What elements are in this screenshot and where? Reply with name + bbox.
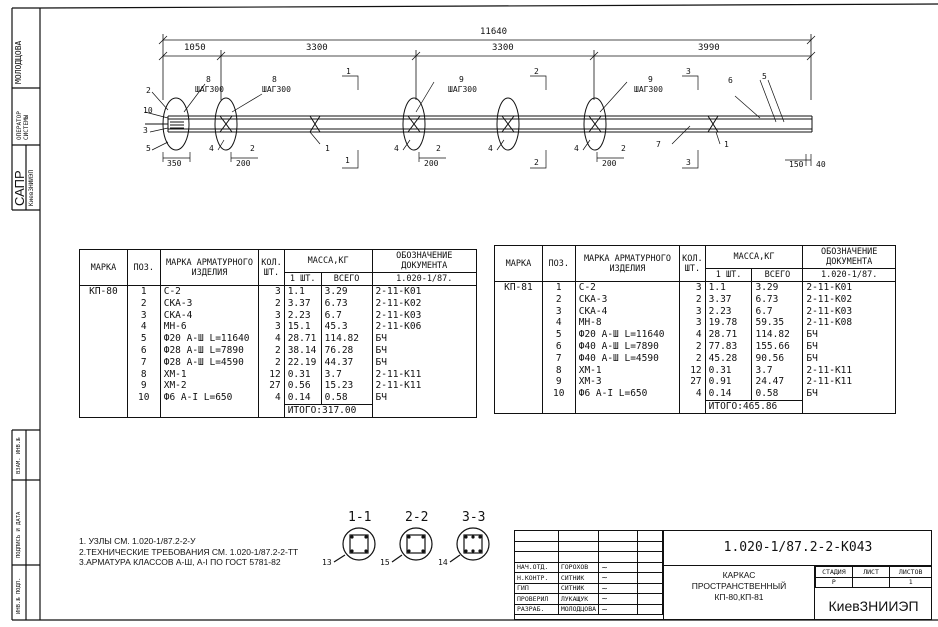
header-item-mark: МАРКА АРМАТУРНОГО ИЗДЕЛИЯ bbox=[160, 250, 259, 286]
step-label: ШАГ300 bbox=[448, 85, 477, 94]
mark-cell bbox=[495, 365, 543, 377]
mass-one-cell: 28.71 bbox=[705, 329, 752, 341]
empty-cell bbox=[680, 400, 705, 413]
mass-one-cell: 15.1 bbox=[284, 321, 321, 333]
mark-cell bbox=[80, 345, 128, 357]
table-row bbox=[495, 282, 896, 294]
role: ПРОВЕРИЛ bbox=[515, 594, 559, 605]
section-callout: 15 bbox=[380, 558, 390, 567]
empty-cell bbox=[575, 400, 679, 413]
qty-cell: 3 bbox=[680, 317, 705, 329]
notes bbox=[79, 536, 298, 568]
pos-cell: 6 bbox=[542, 341, 575, 353]
mass-total-cell: 76.28 bbox=[321, 345, 372, 357]
mark-cell bbox=[495, 376, 543, 388]
doc-cell: БЧ bbox=[372, 357, 476, 369]
mark-cell bbox=[495, 341, 543, 353]
table-row bbox=[80, 392, 477, 404]
mass-total-cell: 3.7 bbox=[752, 365, 803, 377]
doc-cell: 2-11-К11 bbox=[803, 365, 896, 377]
section-callout: 14 bbox=[438, 558, 448, 567]
doc-cell: БЧ bbox=[803, 341, 896, 353]
doc-cell: БЧ bbox=[803, 353, 896, 365]
name: СИТНИК bbox=[558, 583, 598, 594]
pos-cell: 9 bbox=[127, 380, 160, 392]
mass-total-cell: 155.66 bbox=[752, 341, 803, 353]
signature: ~ bbox=[599, 573, 638, 584]
section-label-2-2: 2-2 bbox=[405, 510, 429, 525]
pos-cell: 5 bbox=[127, 333, 160, 345]
role: РАЗРАБ. bbox=[515, 604, 559, 615]
side-label-sapr: САПР bbox=[12, 170, 27, 206]
mass-total-cell: 24.47 bbox=[752, 376, 803, 388]
empty-cell bbox=[259, 404, 284, 417]
doc-cell: БЧ bbox=[372, 333, 476, 345]
mass-one-cell: 28.71 bbox=[284, 333, 321, 345]
section-mark: 3 bbox=[686, 67, 691, 76]
mark-cell bbox=[80, 298, 128, 310]
empty-cell bbox=[542, 400, 575, 413]
mass-one-cell: 0.14 bbox=[284, 392, 321, 404]
total-cell: ИТОГО:317.00 bbox=[284, 404, 372, 417]
qty-cell: 2 bbox=[259, 298, 284, 310]
mark-cell bbox=[495, 306, 543, 318]
sheets-label: ЛИСТОВ bbox=[890, 567, 932, 578]
leader-number: 4 bbox=[394, 144, 399, 153]
section-label-3-3: 3-3 bbox=[462, 510, 486, 525]
item-cell: СКА-4 bbox=[575, 306, 679, 318]
table-row bbox=[80, 369, 477, 381]
table-row bbox=[80, 321, 477, 333]
small-dimension: 150 bbox=[789, 160, 804, 169]
description bbox=[663, 566, 815, 620]
table-row bbox=[495, 388, 896, 400]
pos-cell: 4 bbox=[127, 321, 160, 333]
pos-cell: 3 bbox=[542, 306, 575, 318]
doc-cell: БЧ bbox=[803, 329, 896, 341]
header-doc: ОБОЗНАЧЕНИЕ ДОКУМЕНТА bbox=[803, 246, 896, 269]
header-doc-ref: 1.020-1/87. bbox=[803, 269, 896, 282]
qty-cell: 3 bbox=[680, 282, 705, 294]
qty-cell: 2 bbox=[259, 345, 284, 357]
header-mass-all: ВСЕГО bbox=[321, 273, 372, 286]
leader-number: 2 bbox=[250, 144, 255, 153]
header-doc-ref: 1.020-1/87. bbox=[372, 273, 476, 286]
doc-cell: 2-11-К02 bbox=[372, 298, 476, 310]
empty-cell bbox=[803, 400, 896, 413]
signature-table bbox=[514, 530, 663, 615]
doc-cell: БЧ bbox=[372, 392, 476, 404]
leader-number: 1 bbox=[724, 140, 729, 149]
description-line: КАРКАС bbox=[722, 570, 756, 580]
overall-dimension: 11640 bbox=[480, 27, 508, 37]
spec-table-kp81 bbox=[494, 245, 896, 414]
leader-number: 1 bbox=[345, 156, 350, 165]
qty-cell: 27 bbox=[680, 376, 705, 388]
mark-cell bbox=[80, 357, 128, 369]
sheets-value: 1 bbox=[890, 577, 932, 588]
role: ГИП bbox=[515, 583, 559, 594]
qty-cell: 4 bbox=[259, 333, 284, 345]
pos-cell: 10 bbox=[542, 388, 575, 400]
leader-number: 2 bbox=[436, 144, 441, 153]
total-cell: ИТОГО:465.86 bbox=[705, 400, 803, 413]
leader-number: 5 bbox=[762, 72, 767, 81]
mass-one-cell: 2.23 bbox=[284, 310, 321, 322]
mark-cell bbox=[80, 380, 128, 392]
side-label-kiev: КиевЗНИИЭП bbox=[28, 169, 35, 206]
doc-cell: 2-11-К03 bbox=[372, 310, 476, 322]
item-cell: МН-8 bbox=[575, 317, 679, 329]
name: СИТНИК bbox=[558, 573, 598, 584]
side-label-podpis: ПОДПИСЬ И ДАТА bbox=[16, 511, 22, 558]
qty-cell: 12 bbox=[680, 365, 705, 377]
doc-cell: 2-11-К03 bbox=[803, 306, 896, 318]
qty-cell: 3 bbox=[259, 310, 284, 322]
mass-total-cell: 3.7 bbox=[321, 369, 372, 381]
leader-number: 4 bbox=[574, 144, 579, 153]
signature: ~ bbox=[599, 594, 638, 605]
table-row bbox=[80, 345, 477, 357]
mass-total-cell: 6.7 bbox=[752, 306, 803, 318]
leader-number: 8 bbox=[272, 75, 277, 84]
note-2: 2.ТЕХНИЧЕСКИЕ ТРЕБОВАНИЯ СМ. 1.020-1/87.2-2-ТТ bbox=[79, 546, 299, 557]
doc-cell: 2-11-К11 bbox=[372, 380, 476, 392]
mark-cell bbox=[495, 353, 543, 365]
doc-code: 1.020-1/87.2-2-К043 bbox=[663, 530, 932, 566]
leader-number: 4 bbox=[209, 144, 214, 153]
leader-number: 3 bbox=[143, 126, 148, 135]
pos-cell: 7 bbox=[542, 353, 575, 365]
item-cell: Ф6 А-I L=650 bbox=[160, 392, 259, 404]
name: МОЛОДЦОВА bbox=[558, 604, 598, 615]
header-mass-all: ВСЕГО bbox=[752, 269, 803, 282]
section-mark: 2 bbox=[534, 158, 539, 167]
mass-total-cell: 0.58 bbox=[321, 392, 372, 404]
empty-cell bbox=[80, 404, 128, 417]
pos-cell: 2 bbox=[127, 298, 160, 310]
side-label-molodtsova: МОЛОДЦОВА bbox=[14, 40, 23, 84]
mass-one-cell: 0.14 bbox=[705, 388, 752, 400]
small-dimension: 40 bbox=[816, 160, 826, 169]
header-qty: КОЛ. ШТ. bbox=[259, 250, 284, 286]
mass-total-cell: 6.7 bbox=[321, 310, 372, 322]
mark-cell bbox=[495, 317, 543, 329]
mass-total-cell: 114.82 bbox=[321, 333, 372, 345]
mark-cell bbox=[80, 333, 128, 345]
mass-one-cell: 3.37 bbox=[284, 298, 321, 310]
table-row bbox=[80, 286, 477, 298]
name: ГОРОХОВ bbox=[558, 562, 598, 573]
item-cell: СКА-3 bbox=[160, 298, 259, 310]
item-cell: ХМ-2 bbox=[160, 380, 259, 392]
mark-cell: КП-81 bbox=[495, 282, 543, 294]
item-cell: ХМ-1 bbox=[160, 369, 259, 381]
mark-cell bbox=[80, 321, 128, 333]
mass-one-cell: 0.31 bbox=[284, 369, 321, 381]
mass-one-cell: 19.78 bbox=[705, 317, 752, 329]
stage-table bbox=[815, 566, 932, 588]
doc-cell: 2-11-К11 bbox=[372, 369, 476, 381]
stage-label: СТАДИЯ bbox=[816, 567, 853, 578]
mass-total-cell: 45.3 bbox=[321, 321, 372, 333]
pos-cell: 8 bbox=[127, 369, 160, 381]
header-doc: ОБОЗНАЧЕНИЕ ДОКУМЕНТА bbox=[372, 250, 476, 273]
small-dimension: 200 bbox=[236, 159, 251, 168]
mark-cell bbox=[495, 294, 543, 306]
header-mass: МАССА,КГ bbox=[284, 250, 372, 273]
mark-cell: КП-80 bbox=[80, 286, 128, 298]
header-pos: ПОЗ. bbox=[127, 250, 160, 286]
stage-value: Р bbox=[816, 577, 853, 588]
description-line: КП-80,КП-81 bbox=[714, 592, 764, 602]
table-row bbox=[80, 298, 477, 310]
pos-cell: 10 bbox=[127, 392, 160, 404]
header-mark: МАРКА bbox=[495, 246, 543, 282]
mark-cell bbox=[80, 369, 128, 381]
note-3: 3.АРМАТУРА КЛАССОВ А-Ш, А-I ПО ГОСТ 5781-82 bbox=[79, 557, 281, 567]
mass-one-cell: 1.1 bbox=[705, 282, 752, 294]
item-cell: С-2 bbox=[575, 282, 679, 294]
doc-cell: 2-11-К01 bbox=[372, 286, 476, 298]
table-row bbox=[495, 329, 896, 341]
empty-cell bbox=[495, 400, 543, 413]
item-cell: ХМ-1 bbox=[575, 365, 679, 377]
side-label-vzam: ВЗАМ. ИНВ.№ bbox=[16, 437, 22, 474]
section-mark: 2 bbox=[534, 67, 539, 76]
mass-total-cell: 44.37 bbox=[321, 357, 372, 369]
section-label-1-1: 1-1 bbox=[348, 510, 372, 525]
step-label: ШАГ300 bbox=[634, 85, 663, 94]
pos-cell: 9 bbox=[542, 376, 575, 388]
item-cell: СКА-3 bbox=[575, 294, 679, 306]
leader-number: 2 bbox=[621, 144, 626, 153]
mass-total-cell: 59.35 bbox=[752, 317, 803, 329]
organization: КиевЗНИИЭП bbox=[828, 598, 919, 614]
role: НАЧ.ОТД. bbox=[515, 562, 559, 573]
dimension-1: 1050 bbox=[184, 43, 206, 53]
empty-cell bbox=[372, 404, 476, 417]
doc-cell: 2-11-К06 bbox=[372, 321, 476, 333]
header-qty: КОЛ. ШТ. bbox=[680, 246, 705, 282]
section-mark: 3 bbox=[686, 158, 691, 167]
dimension-4: 3990 bbox=[698, 43, 720, 53]
mass-one-cell: 3.37 bbox=[705, 294, 752, 306]
mass-total-cell: 15.23 bbox=[321, 380, 372, 392]
qty-cell: 4 bbox=[259, 392, 284, 404]
total-row bbox=[495, 400, 896, 413]
table-row bbox=[495, 317, 896, 329]
header-pos: ПОЗ. bbox=[542, 246, 575, 282]
pos-cell: 6 bbox=[127, 345, 160, 357]
spec-table-kp80 bbox=[79, 249, 477, 418]
mark-cell bbox=[495, 329, 543, 341]
item-cell: Ф40 А-Ш L=7890 bbox=[575, 341, 679, 353]
qty-cell: 2 bbox=[680, 353, 705, 365]
item-cell: Ф6 А-I L=650 bbox=[575, 388, 679, 400]
item-cell: МН-6 bbox=[160, 321, 259, 333]
leader-number: 2 bbox=[146, 86, 151, 95]
name: ЛУКАЩУК bbox=[558, 594, 598, 605]
item-cell: Ф28 А-Ш L=4590 bbox=[160, 357, 259, 369]
mark-cell bbox=[80, 310, 128, 322]
qty-cell: 2 bbox=[680, 341, 705, 353]
pos-cell: 7 bbox=[127, 357, 160, 369]
pos-cell: 5 bbox=[542, 329, 575, 341]
header-item-mark: МАРКА АРМАТУРНОГО ИЗДЕЛИЯ bbox=[575, 246, 679, 282]
mass-total-cell: 3.29 bbox=[321, 286, 372, 298]
qty-cell: 3 bbox=[680, 306, 705, 318]
mass-total-cell: 6.73 bbox=[752, 294, 803, 306]
item-cell: ХМ-3 bbox=[575, 376, 679, 388]
item-cell: Ф20 А-Ш L=11640 bbox=[160, 333, 259, 345]
total-row bbox=[80, 404, 477, 417]
doc-cell: 2-11-К08 bbox=[803, 317, 896, 329]
item-cell: Ф40 А-Ш L=4590 bbox=[575, 353, 679, 365]
empty-cell bbox=[127, 404, 160, 417]
mass-one-cell: 1.1 bbox=[284, 286, 321, 298]
qty-cell: 12 bbox=[259, 369, 284, 381]
leader-number: 1 bbox=[325, 144, 330, 153]
leader-number: 9 bbox=[648, 75, 653, 84]
leader-number: 7 bbox=[656, 140, 661, 149]
mark-cell bbox=[80, 392, 128, 404]
step-label: ШАГ300 bbox=[195, 85, 224, 94]
leader-number: 10 bbox=[143, 106, 153, 115]
pos-cell: 1 bbox=[542, 282, 575, 294]
doc-cell: БЧ bbox=[372, 345, 476, 357]
mass-total-cell: 6.73 bbox=[321, 298, 372, 310]
empty-cell bbox=[160, 404, 259, 417]
signature: ~ bbox=[599, 583, 638, 594]
side-label-inv: ИНВ.№ ПОДЛ. bbox=[16, 577, 22, 614]
header-mark: МАРКА bbox=[80, 250, 128, 286]
item-cell: Ф28 А-Ш L=7890 bbox=[160, 345, 259, 357]
pos-cell: 4 bbox=[542, 317, 575, 329]
role: Н.КОНТР. bbox=[515, 573, 559, 584]
qty-cell: 2 bbox=[259, 357, 284, 369]
section-callout: 13 bbox=[322, 558, 332, 567]
small-dimension: 200 bbox=[602, 159, 617, 168]
qty-cell: 3 bbox=[259, 286, 284, 298]
mass-one-cell: 38.14 bbox=[284, 345, 321, 357]
item-cell: Ф20 А-Ш L=11640 bbox=[575, 329, 679, 341]
leader-number: 6 bbox=[728, 76, 733, 85]
side-label-operator: ОПЕРАТОР СИСТЕМЫ bbox=[16, 111, 30, 140]
qty-cell: 4 bbox=[680, 329, 705, 341]
leader-number: 5 bbox=[146, 144, 151, 153]
note-1: 1. УЗЛЫ СМ. 1.020-1/87.2-2-У bbox=[79, 536, 196, 546]
table-row bbox=[495, 365, 896, 377]
description-line: ПРОСТРАНСТВЕННЫЙ bbox=[691, 581, 787, 591]
mass-one-cell: 22.19 bbox=[284, 357, 321, 369]
pos-cell: 3 bbox=[127, 310, 160, 322]
leader-number: 9 bbox=[459, 75, 464, 84]
dimension-2: 3300 bbox=[306, 43, 328, 53]
qty-cell: 2 bbox=[680, 294, 705, 306]
pos-cell: 8 bbox=[542, 365, 575, 377]
mass-one-cell: 2.23 bbox=[705, 306, 752, 318]
mark-cell bbox=[495, 388, 543, 400]
mass-total-cell: 0.58 bbox=[752, 388, 803, 400]
qty-cell: 3 bbox=[259, 321, 284, 333]
table-row bbox=[495, 294, 896, 306]
mass-one-cell: 45.28 bbox=[705, 353, 752, 365]
doc-cell: 2-11-К02 bbox=[803, 294, 896, 306]
header-mass-one: 1 ШТ. bbox=[705, 269, 752, 282]
pos-cell: 2 bbox=[542, 294, 575, 306]
signature: ~ bbox=[599, 562, 638, 573]
item-cell: СКА-4 bbox=[160, 310, 259, 322]
pos-cell: 1 bbox=[127, 286, 160, 298]
section-mark: 1 bbox=[346, 67, 351, 76]
leader-number: 8 bbox=[206, 75, 211, 84]
qty-cell: 4 bbox=[680, 388, 705, 400]
small-dimension: 200 bbox=[424, 159, 439, 168]
mass-one-cell: 77.83 bbox=[705, 341, 752, 353]
item-cell: С-2 bbox=[160, 286, 259, 298]
mass-one-cell: 0.56 bbox=[284, 380, 321, 392]
dimension-3: 3300 bbox=[492, 43, 514, 53]
header-mass: МАССА,КГ bbox=[705, 246, 803, 269]
sheet-label: ЛИСТ bbox=[852, 567, 890, 578]
small-dimension: 350 bbox=[167, 159, 182, 168]
table-row bbox=[495, 341, 896, 353]
mass-one-cell: 0.31 bbox=[705, 365, 752, 377]
table-row bbox=[80, 357, 477, 369]
table-row bbox=[495, 376, 896, 388]
table-row bbox=[495, 306, 896, 318]
mass-one-cell: 0.91 bbox=[705, 376, 752, 388]
qty-cell: 27 bbox=[259, 380, 284, 392]
table-row bbox=[80, 310, 477, 322]
table-row bbox=[495, 353, 896, 365]
header-mass-one: 1 ШТ. bbox=[284, 273, 321, 286]
signature: ~ bbox=[599, 604, 638, 615]
table-row bbox=[80, 333, 477, 345]
doc-cell: БЧ bbox=[803, 388, 896, 400]
doc-cell: 2-11-К11 bbox=[803, 376, 896, 388]
doc-cell: 2-11-К01 bbox=[803, 282, 896, 294]
mass-total-cell: 114.82 bbox=[752, 329, 803, 341]
step-label: ШАГ300 bbox=[262, 85, 291, 94]
mass-total-cell: 90.56 bbox=[752, 353, 803, 365]
table-row bbox=[80, 380, 477, 392]
mass-total-cell: 3.29 bbox=[752, 282, 803, 294]
leader-number: 4 bbox=[488, 144, 493, 153]
